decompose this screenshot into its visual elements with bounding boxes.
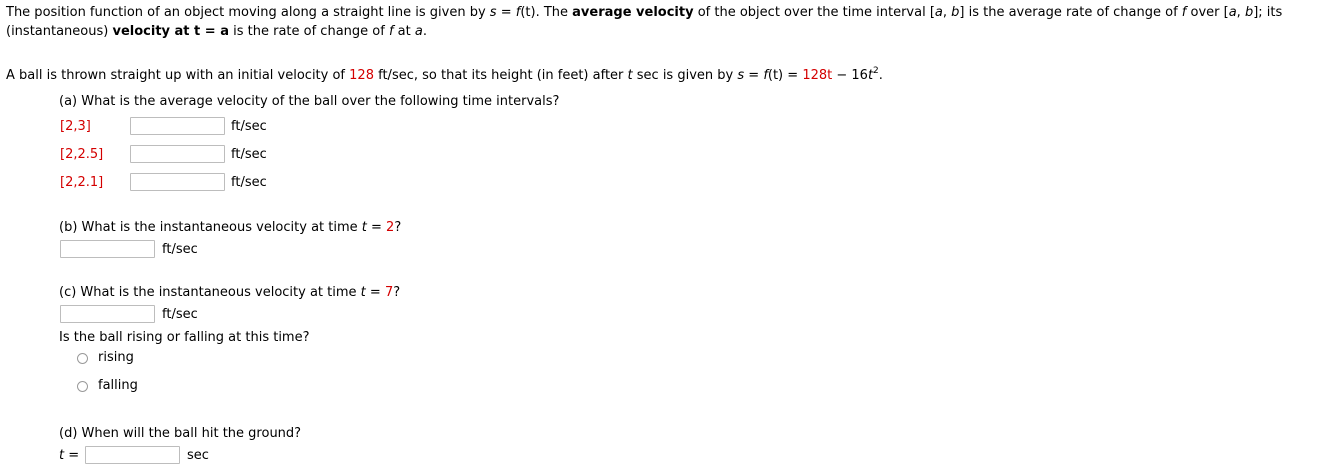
avg-velocity-input-3[interactable]: [130, 173, 225, 191]
intro-line-1: The position function of an object moving along a straight line is given by s = f(t). The average velocity of the object over the time interval [a, b] is the average rate of change of f over [a, b]; its: [6, 5, 1283, 20]
interval-label: [2,2.1]: [60, 175, 104, 190]
part-a-question: (a) What is the average velocity of the ball over the following time intervals?: [59, 94, 560, 109]
unit-label: ft/sec: [231, 147, 267, 162]
rising-radio[interactable]: [77, 353, 88, 364]
interval-label: [2,2.5]: [60, 147, 104, 162]
rising-falling-question: Is the ball rising or falling at this time?: [59, 330, 310, 345]
falling-radio[interactable]: [77, 381, 88, 392]
time-value: 2: [386, 220, 395, 235]
ground-time-input[interactable]: [85, 446, 180, 464]
rising-label: rising: [98, 350, 134, 365]
initial-velocity-value: 128: [349, 68, 374, 83]
t-equals-label: t =: [59, 448, 80, 463]
unit-label: ft/sec: [162, 242, 198, 257]
unit-label: ft/sec: [162, 307, 198, 322]
falling-label: falling: [98, 378, 138, 393]
avg-velocity-input-1[interactable]: [130, 117, 225, 135]
part-d-question: (d) When will the ball hit the ground?: [59, 426, 302, 441]
equation-coefficient: 128t: [802, 68, 833, 83]
interval-label: [2,3]: [60, 119, 91, 134]
average-velocity-term: average velocity: [572, 5, 694, 20]
velocity-term: velocity at t = a: [112, 24, 229, 39]
avg-velocity-input-2[interactable]: [130, 145, 225, 163]
unit-label: sec: [187, 448, 209, 463]
instant-velocity-input-b[interactable]: [60, 240, 155, 258]
unit-label: ft/sec: [231, 175, 267, 190]
intro-line-2: (instantaneous) velocity at t = a is the rate of change of f at a.: [6, 24, 427, 39]
unit-label: ft/sec: [231, 119, 267, 134]
part-b-question: (b) What is the instantaneous velocity at time t = 2?: [59, 220, 402, 235]
part-c-question: (c) What is the instantaneous velocity at time t = 7?: [59, 285, 401, 300]
instant-velocity-input-c[interactable]: [60, 305, 155, 323]
time-value: 7: [384, 285, 394, 300]
problem-statement: A ball is thrown straight up with an initial velocity of 128 ft/sec, so that its height (in feet) after t sec is given by $s = f(t) = 128t - 16t^2$.: [6, 65, 883, 83]
